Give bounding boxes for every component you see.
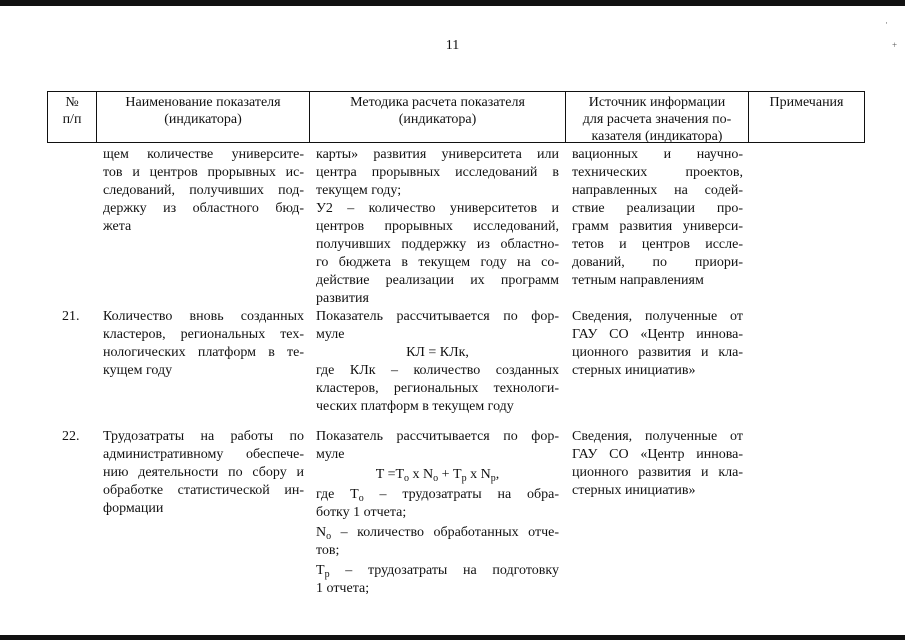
text-line: ГАУ СО «Центр иннова- — [572, 327, 743, 342]
header-source-line: для расчета значения по- — [582, 112, 732, 127]
row-22-source — [572, 428, 743, 500]
text-line: муле — [316, 447, 345, 462]
text-line: тетным направлениям — [572, 273, 704, 288]
row-22-number: 22. — [62, 429, 80, 444]
header-notes-line: Примечания — [769, 95, 844, 110]
top-scan-border — [0, 0, 905, 6]
formula-part: + T — [438, 467, 462, 482]
row-22-method — [316, 428, 559, 598]
header-source-line: казателя (индикатора) — [591, 129, 723, 144]
text-line: обработке статистической ин- — [103, 483, 304, 498]
text-line: ствие реализации про- — [572, 201, 743, 216]
header-method-line: (индикатора) — [398, 112, 477, 127]
text-line: центров прорывных исследований, — [316, 219, 559, 234]
text-line: центра прорывных исследований в — [316, 165, 559, 180]
definition-line — [316, 524, 559, 542]
header-source-line: Источник информации — [588, 95, 726, 110]
text-line: ционного развития и кла- — [572, 465, 743, 480]
row-21-method — [316, 308, 559, 416]
text-line: административному обеспече- — [103, 447, 304, 462]
row-21-source — [572, 308, 743, 380]
text-line: тетов и центров иссле- — [572, 237, 743, 252]
text-line: Сведения, полученные от — [572, 429, 743, 444]
text-line: кластеров, региональных технологи- — [316, 381, 559, 396]
text-part: – трудозатраты на обра- — [363, 487, 559, 502]
text-part: где T — [316, 487, 359, 502]
text-line: Показатель рассчитывается по фор- — [316, 429, 559, 444]
text-line: жета — [103, 219, 132, 234]
scan-speck: · — [885, 18, 888, 28]
text-line: следований, получивших под- — [103, 183, 304, 198]
header-indicator-name — [97, 91, 310, 143]
text-line: грамм развития универси- — [572, 219, 743, 234]
header-name-line: Наименование показателя — [125, 95, 281, 110]
text-line: стерных инициатив» — [572, 363, 696, 378]
text-line: направленных на содей- — [572, 183, 743, 198]
subscript: р — [324, 569, 330, 580]
definition-line — [316, 562, 559, 580]
text-line: нологических платформ в те- — [103, 345, 304, 360]
text-line: текущем году; — [316, 183, 402, 198]
text-line: кущем году — [103, 363, 173, 378]
text-line: Количество вновь созданных — [103, 309, 304, 324]
continued-indicator-name — [103, 146, 304, 236]
row-22-indicator-name — [103, 428, 304, 518]
formula-part: , — [495, 467, 500, 482]
formula-part: x N — [466, 467, 491, 482]
text-line: Сведения, полученные от — [572, 309, 743, 324]
header-number-line: № — [65, 95, 79, 110]
text-line: дований, по приори- — [572, 255, 743, 270]
continued-method — [316, 146, 559, 308]
text-line: вационных и научно- — [572, 147, 743, 162]
text-line: тов и центров прорывных ис- — [103, 165, 304, 180]
text-part: – трудозатраты на подготовку — [329, 563, 559, 578]
text-line: действие реализации их программ — [316, 273, 559, 288]
text-part: N — [316, 525, 327, 540]
formula-part: =T — [384, 467, 405, 482]
formula-subscript: о — [433, 473, 439, 484]
text-line: карты» развития университета или — [316, 147, 559, 162]
formula-subscript: р — [490, 473, 496, 484]
text-line: формации — [103, 501, 164, 516]
definition-line — [316, 486, 559, 504]
text-line: щем количестве университе- — [103, 147, 304, 162]
text-line: тов; — [316, 543, 340, 558]
header-number-line: п/п — [62, 112, 82, 127]
formula: КЛ = КЛк, — [406, 345, 469, 360]
row-21-number: 21. — [62, 309, 80, 324]
text-line: ческих платформ в текущем году — [316, 399, 514, 414]
text-line: где КЛк – количество созданных — [316, 363, 559, 378]
scan-speck: + — [892, 40, 898, 50]
text-line: Показатель рассчитывается по фор- — [316, 309, 559, 324]
text-line: У2 – количество университетов и — [316, 201, 559, 216]
text-line: нию деятельности по сбору и — [103, 465, 304, 480]
text-line: муле — [316, 327, 345, 342]
text-line: развития — [316, 291, 369, 306]
header-method-line: Методика расчета показателя — [350, 95, 525, 110]
text-line: стерных инициатив» — [572, 483, 696, 498]
text-line: технических проектов, — [572, 165, 743, 180]
text-line: получивших поддержку из областно- — [316, 237, 559, 252]
subscript: о — [326, 531, 332, 542]
text-part: – количество обработанных отче- — [331, 525, 559, 540]
text-line: ГАУ СО «Центр иннова- — [572, 447, 743, 462]
text-line: ботку 1 отчета; — [316, 505, 407, 520]
header-number — [47, 91, 97, 143]
text-line: ционного развития и кла- — [572, 345, 743, 360]
text-line: держку из областного бюд- — [103, 201, 304, 216]
header-name-line: (индикатора) — [164, 112, 242, 127]
page-number: 11 — [445, 38, 460, 53]
subscript: о — [358, 493, 364, 504]
header-calculation-method — [310, 91, 566, 143]
bottom-scan-border — [0, 635, 905, 640]
continued-source — [572, 146, 743, 290]
formula-subscript: о — [404, 473, 410, 484]
text-line: 1 отчета; — [316, 581, 370, 596]
row-21-indicator-name — [103, 308, 304, 380]
text-line: Трудозатраты на работы по — [103, 429, 304, 444]
text-line: кластеров, региональных тех- — [103, 327, 304, 342]
text-line: го бюджета в текущем году на со- — [316, 255, 559, 270]
formula — [316, 466, 559, 484]
formula-part: x N — [409, 467, 434, 482]
header-information-source — [566, 91, 749, 143]
text-part: T — [316, 563, 325, 578]
formula-part: T — [375, 467, 385, 482]
header-notes — [749, 91, 865, 143]
formula-subscript: р — [461, 473, 467, 484]
